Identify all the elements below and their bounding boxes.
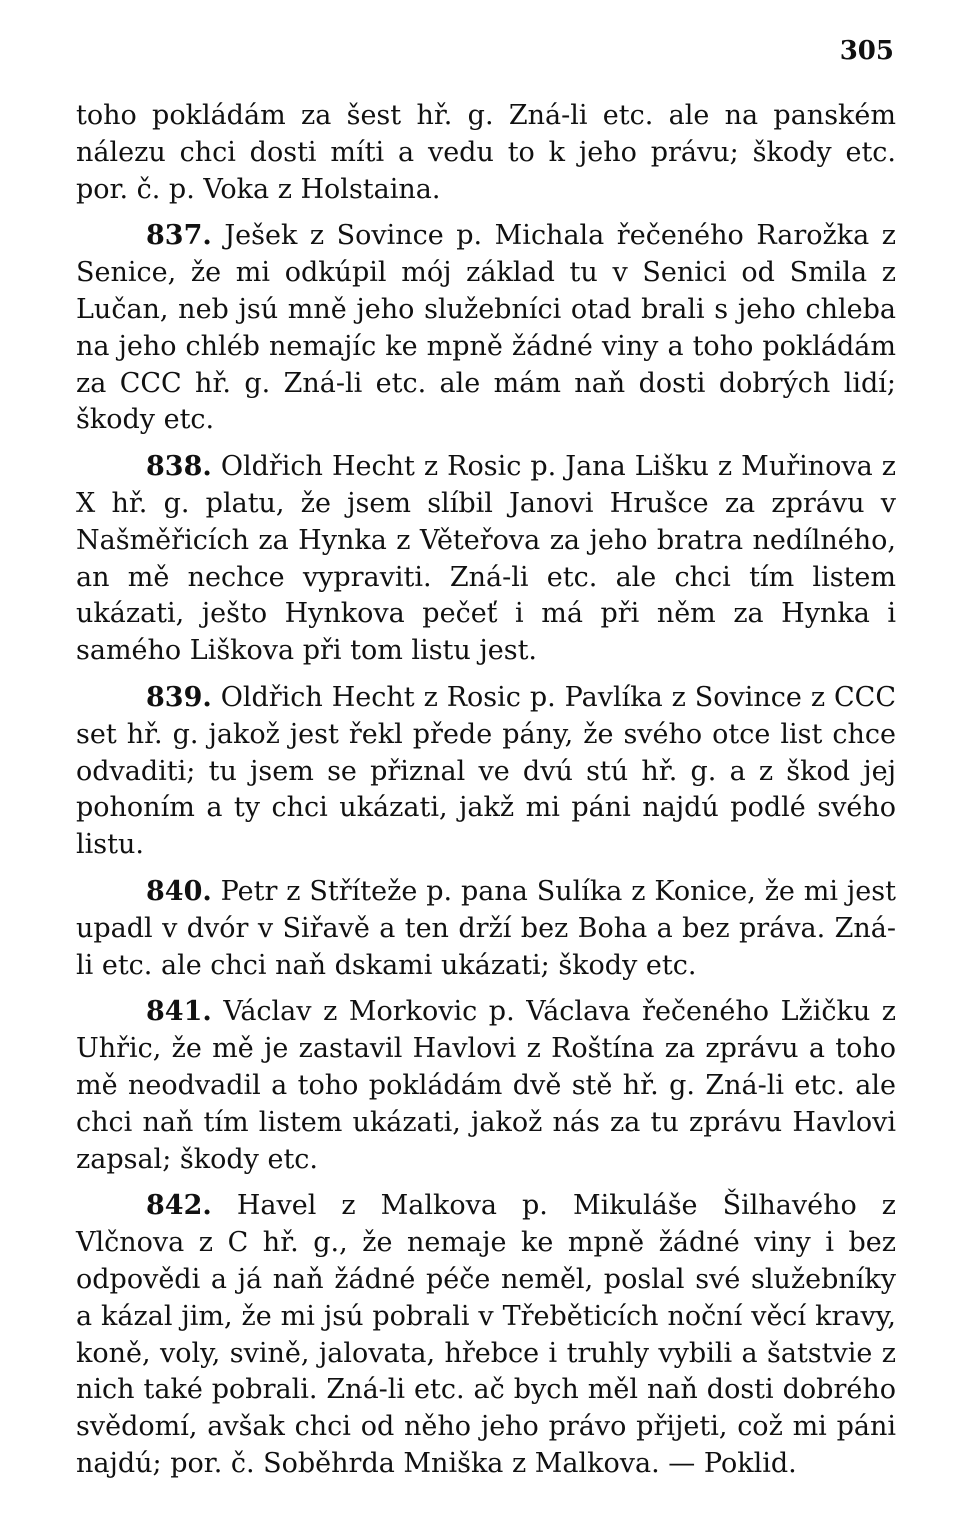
entry-841 bbox=[76, 994, 896, 1178]
page-body bbox=[76, 98, 896, 1483]
entry-text: Ješek z Sovince p. Michala řečeného Rarožka z Senice, že mi odkúpil mój základ tu v Senici od Smila z Lučan, neb jsú mně jeho služebníci otad brali s jeho chleba na jeho chléb nemajíc ke mpně žádné viny a toho pokládám za CCC hř. g. Zná-li etc. ale mám naň dosti dobrých lidí; škody etc. bbox=[76, 220, 896, 436]
entry-840 bbox=[76, 874, 896, 984]
entry-837 bbox=[76, 218, 896, 439]
entry-839 bbox=[76, 680, 896, 864]
entry-number: 839. bbox=[146, 681, 212, 713]
page-number: 305 bbox=[839, 36, 894, 66]
entry-number: 837. bbox=[146, 220, 212, 252]
entry-text: toho pokládám za šest hř. g. Zná-li etc. ale na panském nálezu chci dosti míti a vedu to k jeho právu; škody etc. por. č. p. Voka z Holstaina. bbox=[76, 100, 896, 205]
entry-number: 842. bbox=[146, 1190, 212, 1222]
entry-838 bbox=[76, 449, 896, 670]
entry-continuation bbox=[76, 98, 896, 208]
entry-number: 838. bbox=[146, 451, 212, 483]
entry-text: Havel z Malkova p. Mikuláše Šilhavého z Vlčnova z C hř. g., že nemaje ke mpně žádné viny i bez odpovědi a já naň žádné péče neměl, poslal své služebníky a kázal jim, že mi jsú pobrali v Třeběticích noční věcí kravy, koně, voly, svině, jalovata, hřebce i truhly vybili a šatstvie z nich také pobrali. Zná-li etc. ač bych měl naň dosti dobrého svědomí, avšak chci od něho jeho právo přijeti, což mi páni najdú; por. č. Soběhrda Mniška z Malkova. — Poklid. bbox=[76, 1190, 896, 1479]
entry-text: Petr z Stříteže p. pana Sulíka z Konice, že mi jest upadl v dvór v Siřavě a ten drží bez Boha a bez práva. Zná-li etc. ale chci naň dskami ukázati; škody etc. bbox=[76, 875, 896, 981]
entry-number: 841. bbox=[146, 996, 212, 1028]
entry-842 bbox=[76, 1188, 896, 1482]
entry-text: Václav z Morkovic p. Václava řečeného Lžičku z Uhřic, že mě je zastavil Havlovi z Roštína za zprávu a toho mě neodvadil a toho pokládám dvě stě hř. g. Zná-li etc. ale chci naň tím listem ukázati, jakož nás za tu zprávu Havlovi zapsal; škody etc. bbox=[76, 996, 896, 1175]
entry-number: 840. bbox=[146, 875, 212, 907]
entry-text: Oldřich Hecht z Rosic p. Pavlíka z Sovince z CCC set hř. g. jakož jest řekl přede pány, že svého otce list chce odvaditi; tu jsem se přiznal ve dvú stú hř. g. a z škod jej pohoním a ty chci ukázati, jakž mi páni najdú podlé svého listu. bbox=[76, 681, 896, 861]
entry-text: Oldřich Hecht z Rosic p. Jana Lišku z Muřinova z X hř. g. platu, že jsem slíbil Janovi Hrušce za zprávu v Našměřicích za Hynka z Věteřova za jeho bratra nedílného, an mě nechce vypraviti. Zná-li etc. ale chci tím listem ukázati, ješto Hynkova pečeť i má při něm za Hynka i samého Liškova při tom listu jest. bbox=[76, 451, 897, 667]
